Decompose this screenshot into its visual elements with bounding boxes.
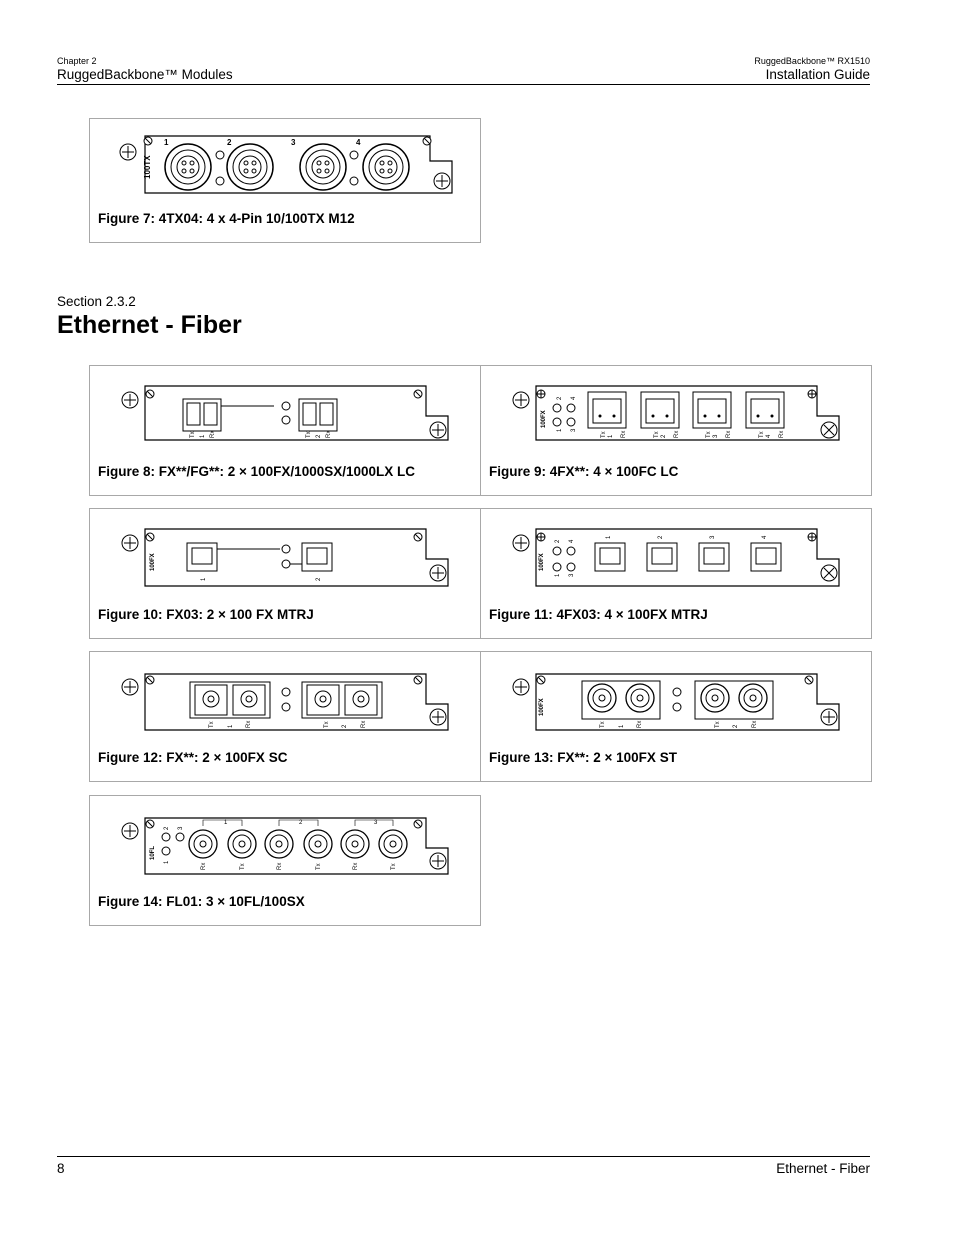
screw-icon — [122, 535, 138, 551]
port-rx-label: Rx — [277, 862, 283, 870]
port-tx-label: Tx — [654, 431, 660, 438]
m12-port-4 — [363, 144, 409, 190]
led-number: 4 — [571, 396, 577, 400]
lc-port-1 — [183, 399, 221, 431]
port-number: 2 — [661, 434, 667, 438]
led-icon — [162, 833, 170, 841]
screw-icon — [144, 137, 152, 145]
port-rx-label: Rx — [726, 430, 732, 438]
panel-label: 100FX — [539, 698, 545, 716]
st-port-2 — [695, 681, 773, 719]
port-number: 1 — [201, 577, 207, 581]
figure-14 — [89, 795, 481, 926]
port-number: 2 — [299, 820, 303, 826]
port-number: 1 — [619, 724, 625, 728]
screw-icon — [146, 533, 154, 541]
st-connector — [189, 830, 217, 858]
screw-icon — [414, 820, 422, 828]
port-tx-label: Tx — [240, 863, 246, 870]
screw-icon — [821, 709, 837, 725]
panel-label: 100FX — [541, 410, 547, 428]
figure-caption: Figure 10: FX03: 2 × 100 FX MTRJ — [98, 607, 314, 622]
port-number: 4 — [766, 434, 772, 438]
st-connector — [228, 830, 256, 858]
led-icon — [282, 402, 290, 410]
figure-caption: Figure 13: FX**: 2 × 100FX ST — [489, 750, 677, 765]
led-icon — [567, 547, 575, 555]
figure-caption: Figure 12: FX**: 2 × 100FX SC — [98, 750, 288, 765]
led-number: 3 — [178, 826, 184, 830]
port-rx-label: Rx — [779, 430, 785, 438]
st-connector — [304, 830, 332, 858]
section-title: Ethernet - Fiber — [57, 311, 242, 339]
screw-icon — [434, 173, 450, 189]
figure-9 — [480, 365, 872, 496]
led-icon — [282, 703, 290, 711]
port-rx-label: Rx — [674, 430, 680, 438]
led-icon — [350, 177, 358, 185]
section-number: Section 2.3.2 — [57, 294, 136, 309]
port-number: 2 — [316, 434, 322, 438]
led-number: 2 — [557, 396, 563, 400]
port-number: 1 — [200, 434, 206, 438]
port-number: 2 — [733, 724, 739, 728]
m12-port-2 — [227, 144, 273, 190]
led-number: 2 — [555, 539, 561, 543]
figure-caption: Figure 11: 4FX03: 4 × 100FX MTRJ — [489, 607, 708, 622]
port-number: 2 — [227, 138, 232, 147]
screw-icon — [513, 535, 529, 551]
port-number: 1 — [606, 535, 612, 539]
led-number: 1 — [557, 428, 563, 432]
port-number: 4 — [356, 138, 361, 147]
led-icon — [553, 418, 561, 426]
screw-icon — [808, 533, 816, 541]
port-tx-label: Tx — [324, 721, 330, 728]
screw-icon — [146, 676, 154, 684]
mtrj-port-2 — [647, 543, 677, 571]
footer-section-name: Ethernet - Fiber — [776, 1161, 870, 1176]
led-icon — [282, 545, 290, 553]
port-number: 2 — [342, 724, 348, 728]
figure-caption: Figure 7: 4TX04: 4 x 4-Pin 10/100TX M12 — [98, 211, 355, 226]
led-number: 2 — [164, 826, 170, 830]
mtrj-port-1 — [187, 543, 217, 571]
screw-icon — [414, 533, 422, 541]
port-number: 1 — [228, 724, 234, 728]
figure-10 — [89, 508, 481, 639]
port-tx-label: Tx — [715, 721, 721, 728]
port-rx-label: Rx — [752, 720, 758, 728]
port-tx-label: Tx — [759, 431, 765, 438]
lc-port-3 — [693, 392, 731, 428]
figure-13 — [480, 651, 872, 782]
led-number: 3 — [571, 428, 577, 432]
led-number: 1 — [164, 860, 170, 864]
led-number: 4 — [569, 539, 575, 543]
lc-port-1 — [588, 392, 626, 428]
header-guide-title: Installation Guide — [765, 67, 870, 82]
port-number: 1 — [224, 820, 228, 826]
screw-icon — [808, 390, 816, 398]
led-icon — [350, 151, 358, 159]
screw-icon — [430, 853, 446, 869]
header-product: RuggedBackbone™ RX1510 — [754, 56, 870, 66]
sc-port-1 — [190, 682, 270, 718]
led-icon — [216, 177, 224, 185]
led-icon — [162, 847, 170, 855]
led-icon — [673, 688, 681, 696]
led-icon — [282, 560, 290, 568]
led-number: 1 — [555, 573, 561, 577]
header-chapter: Chapter 2 — [57, 56, 97, 66]
st-connector — [379, 830, 407, 858]
led-icon — [176, 833, 184, 841]
screw-icon — [423, 137, 431, 145]
port-rx-label: Rx — [353, 862, 359, 870]
led-icon — [567, 418, 575, 426]
sc-port-2 — [302, 682, 382, 718]
figure-12 — [89, 651, 481, 782]
port-number: 1 — [608, 434, 614, 438]
port-rx-label: Rx — [201, 862, 207, 870]
port-tx-label: Tx — [600, 721, 606, 728]
port-number: 3 — [374, 820, 378, 826]
figure-caption: Figure 9: 4FX**: 4 × 100FC LC — [489, 464, 679, 479]
port-tx-label: Tx — [601, 431, 607, 438]
screw-icon — [146, 390, 154, 398]
m12-port-1 — [165, 144, 211, 190]
screw-icon — [122, 679, 138, 695]
port-number: 3 — [710, 535, 716, 539]
st-connector — [265, 830, 293, 858]
port-rx-label: Rx — [637, 720, 643, 728]
page-number: 8 — [57, 1161, 65, 1176]
footer-rule — [57, 1156, 870, 1157]
panel-label: 10FL — [150, 845, 156, 860]
st-connector — [341, 830, 369, 858]
port-number: 1 — [164, 138, 169, 147]
mtrj-port-3 — [699, 543, 729, 571]
port-number: 3 — [713, 434, 719, 438]
screw-icon — [122, 823, 138, 839]
port-number: 4 — [762, 535, 768, 539]
screw-icon — [414, 676, 422, 684]
port-rx-label: Rx — [246, 720, 252, 728]
port-tx-label: Tx — [316, 863, 322, 870]
figure-caption: Figure 8: FX**/FG**: 2 × 100FX/1000SX/1000LX LC — [98, 464, 416, 479]
port-tx-label: Tx — [391, 863, 397, 870]
screw-icon — [537, 676, 545, 684]
port-tx-label: Tx — [190, 431, 196, 438]
port-rx-label: Rx — [210, 430, 216, 438]
led-icon — [553, 563, 561, 571]
led-icon — [282, 416, 290, 424]
port-number: 2 — [658, 535, 664, 539]
led-icon — [553, 547, 561, 555]
screw-icon — [430, 565, 446, 581]
mtrj-port-1 — [595, 543, 625, 571]
screw-icon — [430, 709, 446, 725]
mtrj-port-4 — [751, 543, 781, 571]
screw-icon — [821, 565, 837, 581]
screw-icon — [120, 144, 136, 160]
figure-8 — [89, 365, 481, 496]
screw-icon — [805, 676, 813, 684]
st-port-1 — [582, 681, 660, 719]
mtrj-port-2 — [302, 543, 332, 571]
figure-caption: Figure 14: FL01: 3 × 10FL/100SX — [98, 894, 305, 909]
lc-port-4 — [746, 392, 784, 428]
led-icon — [282, 688, 290, 696]
screw-icon — [513, 679, 529, 695]
m12-port-3 — [300, 144, 346, 190]
led-icon — [216, 151, 224, 159]
port-tx-label: Tx — [706, 431, 712, 438]
led-icon — [567, 563, 575, 571]
screw-icon — [537, 533, 545, 541]
lc-port-2 — [641, 392, 679, 428]
port-rx-label: Rx — [326, 430, 332, 438]
header-rule — [57, 84, 870, 85]
led-number: 3 — [569, 573, 575, 577]
screw-icon — [414, 390, 422, 398]
screw-icon — [513, 392, 529, 408]
port-tx-label: Tx — [306, 431, 312, 438]
screw-icon — [430, 422, 446, 438]
figure-7 — [89, 118, 481, 243]
port-number: 2 — [316, 577, 322, 581]
port-rx-label: Rx — [361, 720, 367, 728]
port-tx-label: Tx — [209, 721, 215, 728]
panel-label: 100FX — [539, 553, 545, 571]
port-number: 3 — [291, 138, 296, 147]
led-icon — [553, 404, 561, 412]
panel-label: 100FX — [150, 553, 156, 571]
screw-icon — [821, 422, 837, 438]
header-chapter-title: RuggedBackbone™ Modules — [57, 67, 233, 82]
figure-11 — [480, 508, 872, 639]
led-icon — [673, 703, 681, 711]
screw-icon — [537, 390, 545, 398]
screw-icon — [146, 820, 154, 828]
port-rx-label: Rx — [621, 430, 627, 438]
screw-icon — [122, 392, 138, 408]
panel-label: 100TX — [143, 155, 152, 179]
led-icon — [567, 404, 575, 412]
lc-port-2 — [299, 399, 337, 431]
